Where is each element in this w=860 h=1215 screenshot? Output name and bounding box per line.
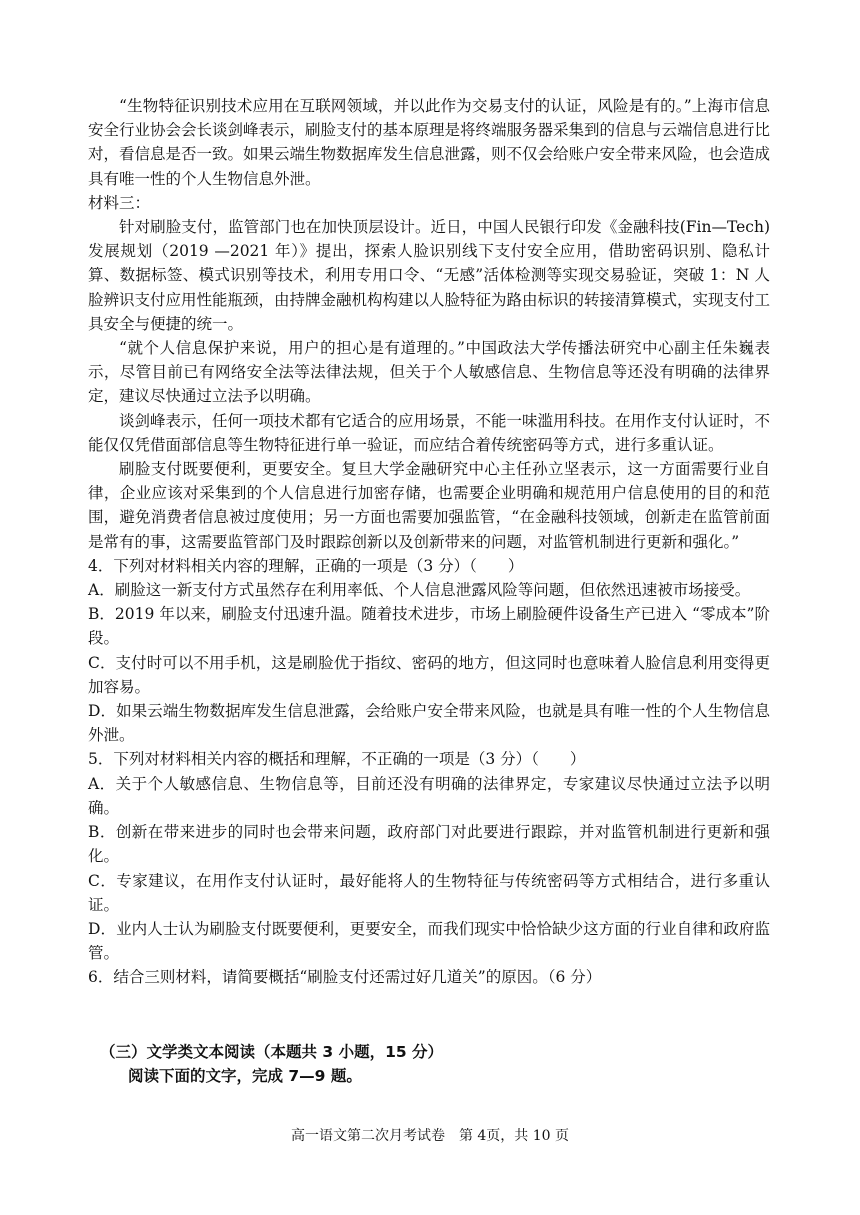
page-footer: 高一语文第二次月考试卷 第 4页，共 10 页	[290, 1128, 570, 1144]
paragraph: 刷脸支付既要便利，更要安全。复旦大学金融研究中心主任孙立坚表示，这一方面需要行业自律，企业应该对采集到的个人信息进行加密存储，也需要企业明确和规范用户信息使用的目的和范围，避免消费者信息被过度使用；另一方面也需要加强监管，“在金融科技领域，创新走在监管前面是常有的事，这需要监管部门及时跟踪创新以及创新带来的问题，对监管机制进行更新和强化。”	[88, 460, 770, 551]
paragraph: “就个人信息保护来说，用户的担心是有道理的。”中国政法大学传播法研究中心副主任朱巍表示，尽管目前已有网络安全法等法律法规，但关于个人敏感信息、生物信息等还没有明确的法律界定，建议尽快通过立法予以明确。	[88, 339, 770, 406]
material-label: 材料三：	[88, 193, 151, 212]
question-4-option-a: A．刷脸这一新支付方式虽然存在利用率低、个人信息泄露风险等问题，但依然迅速被市场接受。	[88, 581, 751, 600]
question-5-option-b: B．创新在带来进步的同时也会带来问题，政府部门对此要进行跟踪，并对监管机制进行更新和强化。	[88, 823, 770, 866]
paragraph: “生物特征识别技术应用在互联网领域，并以此作为交易支付的认证，风险是有的。”上海市信息安全行业协会会长谈剑峰表示，刷脸支付的基本原理是将终端服务器采集到的信息与云端信息进行比对，看信息是否一致。如果云端生物数据库发生信息泄露，则不仅会给账户安全带来风险，也会造成具有唯一性的个人生物信息外泄。	[88, 97, 771, 188]
question-4-option-d: D．如果云端生物数据库发生信息泄露，会给账户安全带来风险，也就是具有唯一性的个人生物信息外泄。	[88, 702, 770, 745]
question-5: 5．下列对材料相关内容的概括和理解，不正确的一项是（3 分）（ ）	[88, 750, 586, 769]
question-6: 6．结合三则材料，请简要概括“刷脸支付还需过好几道关”的原因。（6 分）	[88, 968, 602, 987]
section-instruction: 阅读下面的文字，完成 7—9 题。	[128, 1067, 362, 1085]
paragraph: 针对刷脸支付，监管部门也在加快顶层设计。近日，中国人民银行印发《金融科技(Fin—Tech)发展规划（2019 —2021 年）》提出，探索人脸识别线下支付安全应用，借助密码识别、隐私计算、数据标签、模式识别等技术，利用专用口令、“无感”活体检测等实现交易验证，突破 1：N 人脸辨识支付应用性能瓶颈，由持牌金融机构构建以人脸特征为路由标识的转接清算模式，实现支付工具安全与便捷的统一。	[88, 218, 771, 333]
question-5-option-c: C．专家建议，在用作支付认证时，最好能将人的生物特征与传统密码等方式相结合，进行多重认证。	[88, 871, 770, 914]
question-4-option-c: C．支付时可以不用手机，这是刷脸优于指纹、密码的地方，但这同时也意味着人脸信息利用变得更加容易。	[88, 653, 770, 696]
paragraph: 谈剑峰表示，任何一项技术都有它适合的应用场景，不能一味滥用科技。在用作支付认证时，不能仅仅凭借面部信息等生物特征进行单一验证，而应结合着传统密码等方式，进行多重认证。	[88, 411, 771, 454]
question-4-option-b: B．2019 年以来，刷脸支付迅速升温。随着技术进步，市场上刷脸硬件设备生产已进入 “零成本”阶段。	[88, 605, 770, 648]
page-body	[88, 94, 770, 990]
section-heading: （三）文学类文本阅读（本题共 3 小题，15 分）	[100, 1043, 444, 1061]
question-5-option-a: A．关于个人敏感信息、生物信息等，目前还没有明确的法律界定，专家建议尽快通过立法予以明确。	[88, 774, 770, 817]
question-5-option-d: D．业内人士认为刷脸支付既要便利，更要安全，而我们现实中恰恰缺少这方面的行业自律和政府监管。	[88, 919, 770, 963]
question-4: 4．下列对材料相关内容的理解，正确的一项是（3 分）（ ）	[88, 556, 524, 575]
